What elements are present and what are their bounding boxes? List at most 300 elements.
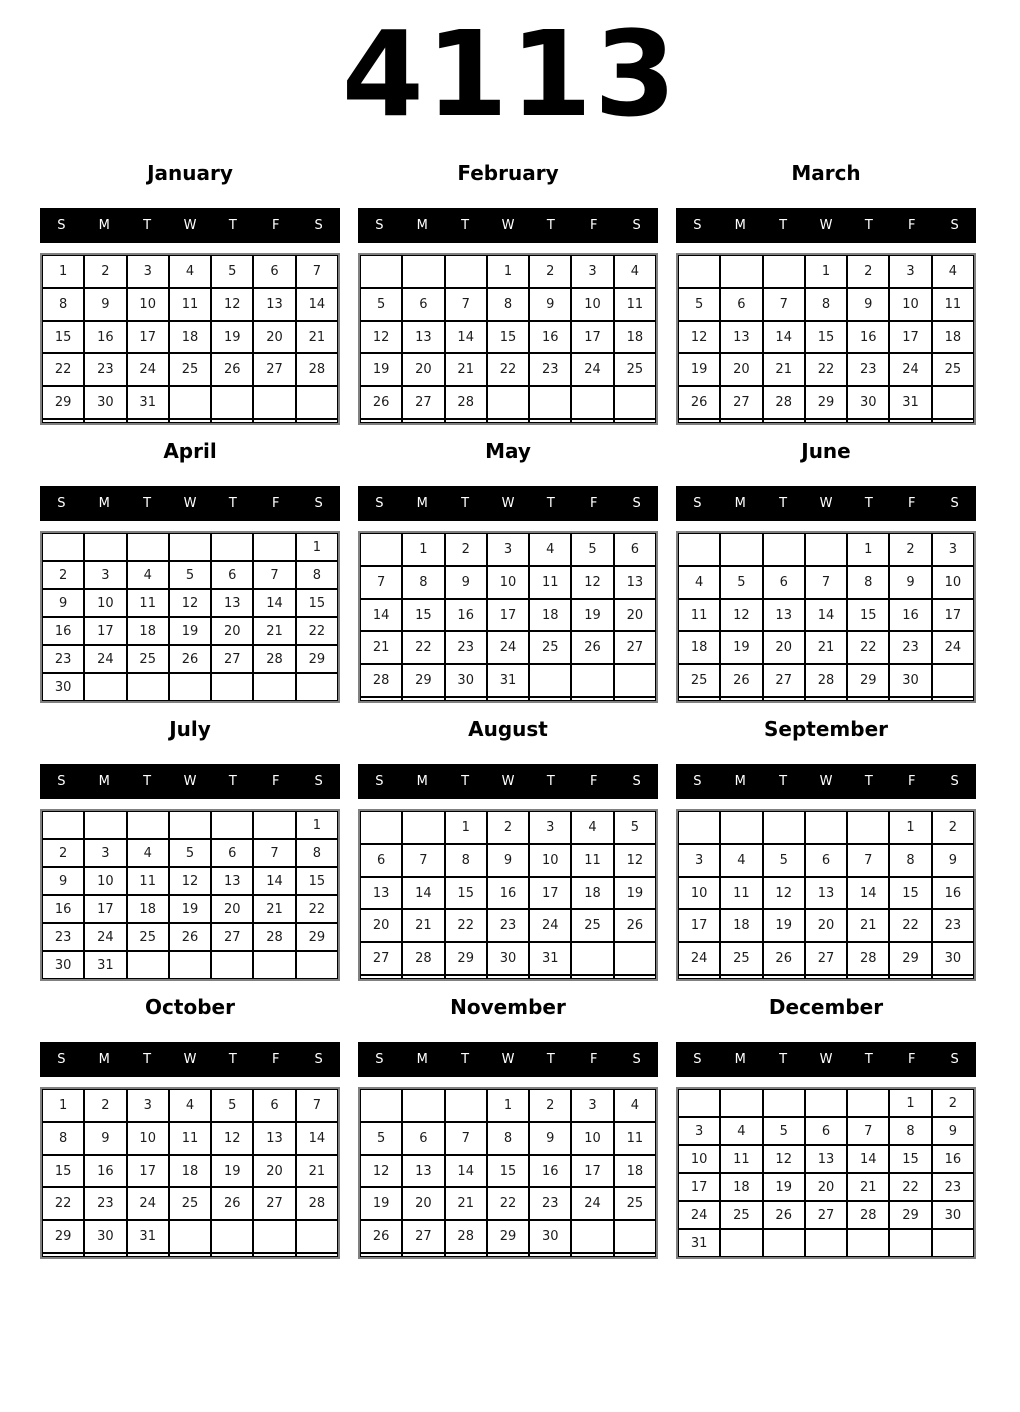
empty-day-cell	[445, 1253, 487, 1257]
week-row	[42, 673, 338, 701]
day-cell: 3	[84, 839, 126, 867]
day-cell: 18	[614, 321, 656, 354]
day-of-week-header: S	[693, 1052, 702, 1067]
day-cell: 8	[847, 566, 889, 599]
day-cell: 26	[571, 631, 613, 664]
day-cell: 31	[529, 942, 571, 975]
day-cell: 21	[253, 617, 295, 645]
day-cell: 25	[529, 631, 571, 664]
empty-day-cell	[253, 386, 295, 419]
day-cell: 14	[763, 321, 805, 354]
empty-day-cell	[169, 1253, 211, 1257]
day-cell: 3	[678, 844, 720, 877]
day-cell: 5	[720, 566, 762, 599]
week-row	[678, 1201, 974, 1229]
day-cell: 13	[614, 566, 656, 599]
day-cell: 2	[84, 255, 126, 288]
day-cell: 13	[211, 589, 253, 617]
empty-day-cell	[763, 1229, 805, 1257]
day-cell: 29	[402, 664, 444, 697]
day-cell: 3	[889, 255, 931, 288]
day-cell: 2	[42, 839, 84, 867]
empty-day-cell	[720, 975, 762, 979]
day-cell: 24	[84, 923, 126, 951]
empty-day-cell	[720, 533, 762, 566]
month-name: April	[163, 439, 217, 463]
day-cell: 22	[42, 353, 84, 386]
day-of-week-header: F	[589, 1052, 598, 1067]
day-cell: 19	[571, 599, 613, 632]
empty-day-cell	[487, 1253, 529, 1257]
week-row	[42, 386, 338, 419]
day-cell: 16	[84, 321, 126, 354]
day-cell: 15	[889, 877, 931, 910]
week-row	[360, 419, 656, 423]
day-cell: 20	[360, 909, 402, 942]
day-cell: 9	[84, 1122, 126, 1155]
empty-day-cell	[211, 386, 253, 419]
empty-day-cell	[763, 255, 805, 288]
day-cell: 14	[360, 599, 402, 632]
day-cell: 8	[42, 288, 84, 321]
day-cell: 29	[805, 386, 847, 419]
empty-day-cell	[84, 419, 126, 423]
day-cell: 13	[402, 1155, 444, 1188]
day-cell: 7	[253, 839, 295, 867]
day-cell: 7	[805, 566, 847, 599]
week-row	[678, 975, 974, 979]
empty-day-cell	[487, 386, 529, 419]
day-cell: 24	[889, 353, 931, 386]
day-cell: 26	[720, 664, 762, 697]
day-cell: 19	[211, 1155, 253, 1188]
day-cell: 30	[487, 942, 529, 975]
day-cell: 30	[932, 942, 974, 975]
day-cell: 25	[720, 1201, 762, 1229]
day-cell: 10	[84, 867, 126, 895]
day-cell: 9	[42, 867, 84, 895]
day-cell: 4	[169, 1089, 211, 1122]
day-cell: 27	[402, 1220, 444, 1253]
day-cell: 16	[932, 1145, 974, 1173]
day-cell: 7	[763, 288, 805, 321]
day-cell: 15	[445, 877, 487, 910]
day-cell: 23	[445, 631, 487, 664]
week-row	[360, 697, 656, 701]
week-row	[360, 1089, 656, 1122]
day-cell: 26	[678, 386, 720, 419]
day-cell: 13	[253, 288, 295, 321]
day-cell: 18	[720, 909, 762, 942]
weekday-header-bar	[40, 486, 340, 521]
empty-day-cell	[169, 1220, 211, 1253]
day-cell: 5	[360, 288, 402, 321]
week-row	[42, 533, 338, 561]
day-cell: 12	[169, 867, 211, 895]
empty-day-cell	[296, 951, 338, 979]
day-of-week-header: T	[779, 496, 788, 511]
day-cell: 17	[127, 321, 169, 354]
day-cell: 5	[763, 1117, 805, 1145]
day-of-week-header: M	[98, 774, 110, 789]
week-row	[42, 1187, 338, 1220]
day-cell: 26	[360, 1220, 402, 1253]
month-grid	[358, 1087, 658, 1259]
day-cell: 3	[127, 1089, 169, 1122]
day-cell: 7	[253, 561, 295, 589]
day-cell: 22	[847, 631, 889, 664]
day-cell: 6	[253, 1089, 295, 1122]
day-cell: 6	[211, 839, 253, 867]
empty-day-cell	[678, 419, 720, 423]
day-cell: 7	[296, 255, 338, 288]
day-cell: 9	[932, 844, 974, 877]
day-cell: 30	[84, 386, 126, 419]
empty-day-cell	[529, 697, 571, 701]
day-cell: 26	[763, 942, 805, 975]
day-cell: 22	[42, 1187, 84, 1220]
week-row	[360, 631, 656, 664]
day-cell: 16	[529, 1155, 571, 1188]
day-cell: 12	[211, 288, 253, 321]
day-cell: 23	[529, 1187, 571, 1220]
empty-day-cell	[360, 533, 402, 566]
day-cell: 21	[763, 353, 805, 386]
empty-day-cell	[360, 811, 402, 844]
day-cell: 7	[445, 288, 487, 321]
day-cell: 6	[614, 533, 656, 566]
week-row	[678, 386, 974, 419]
day-cell: 15	[889, 1145, 931, 1173]
day-of-week-header: W	[501, 218, 515, 233]
day-of-week-header: M	[98, 218, 110, 233]
day-cell: 27	[720, 386, 762, 419]
day-cell: 6	[402, 1122, 444, 1155]
day-cell: 1	[402, 533, 444, 566]
empty-day-cell	[571, 386, 613, 419]
empty-day-cell	[360, 1089, 402, 1122]
month-november	[358, 992, 658, 1259]
empty-day-cell	[296, 1220, 338, 1253]
day-of-week-header: W	[501, 774, 515, 789]
empty-day-cell	[614, 1220, 656, 1253]
day-cell: 1	[445, 811, 487, 844]
empty-day-cell	[720, 1229, 762, 1257]
day-cell: 3	[529, 811, 571, 844]
empty-day-cell	[84, 1253, 126, 1257]
day-cell: 19	[169, 895, 211, 923]
empty-day-cell	[529, 664, 571, 697]
empty-day-cell	[805, 419, 847, 423]
weekday-header-bar	[358, 1042, 658, 1077]
day-cell: 30	[529, 1220, 571, 1253]
week-row	[360, 942, 656, 975]
day-of-week-header: S	[950, 218, 959, 233]
day-cell: 9	[487, 844, 529, 877]
day-cell: 6	[763, 566, 805, 599]
day-cell: 26	[169, 923, 211, 951]
day-cell: 19	[763, 909, 805, 942]
day-cell: 11	[720, 1145, 762, 1173]
day-cell: 20	[805, 1173, 847, 1201]
empty-day-cell	[42, 1253, 84, 1257]
day-cell: 14	[296, 1122, 338, 1155]
day-cell: 3	[678, 1117, 720, 1145]
day-cell: 1	[487, 255, 529, 288]
day-cell: 19	[360, 353, 402, 386]
week-row	[678, 877, 974, 910]
day-cell: 25	[678, 664, 720, 697]
day-cell: 22	[296, 617, 338, 645]
empty-day-cell	[253, 533, 295, 561]
empty-day-cell	[42, 533, 84, 561]
week-row	[42, 561, 338, 589]
day-cell: 3	[84, 561, 126, 589]
day-cell: 4	[614, 255, 656, 288]
month-august	[358, 714, 658, 981]
week-row	[678, 419, 974, 423]
day-of-week-header: S	[632, 496, 641, 511]
day-cell: 10	[571, 288, 613, 321]
day-of-week-header: S	[375, 496, 384, 511]
day-of-week-header: S	[950, 496, 959, 511]
week-row	[360, 566, 656, 599]
day-cell: 22	[889, 1173, 931, 1201]
empty-day-cell	[445, 255, 487, 288]
day-cell: 18	[571, 877, 613, 910]
day-of-week-header: T	[546, 774, 555, 789]
week-row	[42, 895, 338, 923]
day-cell: 10	[84, 589, 126, 617]
empty-day-cell	[889, 697, 931, 701]
month-may	[358, 436, 658, 703]
empty-day-cell	[402, 255, 444, 288]
day-cell: 4	[169, 255, 211, 288]
day-cell: 24	[932, 631, 974, 664]
day-cell: 10	[889, 288, 931, 321]
day-of-week-header: W	[819, 218, 833, 233]
empty-day-cell	[720, 811, 762, 844]
empty-day-cell	[932, 664, 974, 697]
day-cell: 10	[127, 288, 169, 321]
day-cell: 10	[678, 877, 720, 910]
day-cell: 21	[253, 895, 295, 923]
day-cell: 11	[127, 867, 169, 895]
day-of-week-header: S	[57, 218, 66, 233]
day-of-week-header: T	[461, 218, 470, 233]
empty-day-cell	[847, 697, 889, 701]
empty-day-cell	[402, 1089, 444, 1122]
empty-day-cell	[253, 951, 295, 979]
weekday-header-bar	[358, 486, 658, 521]
day-cell: 30	[42, 951, 84, 979]
day-cell: 28	[445, 386, 487, 419]
day-cell: 2	[889, 533, 931, 566]
day-cell: 1	[847, 533, 889, 566]
day-cell: 29	[487, 1220, 529, 1253]
week-row	[42, 867, 338, 895]
day-cell: 15	[42, 321, 84, 354]
day-cell: 23	[847, 353, 889, 386]
day-cell: 7	[402, 844, 444, 877]
day-cell: 8	[487, 1122, 529, 1155]
day-cell: 3	[127, 255, 169, 288]
day-cell: 8	[42, 1122, 84, 1155]
day-cell: 8	[402, 566, 444, 599]
empty-day-cell	[763, 533, 805, 566]
day-of-week-header: S	[375, 1052, 384, 1067]
month-grid	[358, 809, 658, 981]
day-cell: 9	[932, 1117, 974, 1145]
day-cell: 24	[84, 645, 126, 673]
empty-day-cell	[932, 386, 974, 419]
day-of-week-header: M	[734, 1052, 746, 1067]
month-october	[40, 992, 340, 1259]
week-row	[678, 599, 974, 632]
day-cell: 20	[211, 617, 253, 645]
day-of-week-header: S	[57, 496, 66, 511]
day-cell: 4	[127, 839, 169, 867]
month-april	[40, 436, 340, 703]
day-cell: 9	[42, 589, 84, 617]
day-cell: 1	[487, 1089, 529, 1122]
empty-day-cell	[571, 942, 613, 975]
empty-day-cell	[678, 975, 720, 979]
day-cell: 8	[296, 839, 338, 867]
day-of-week-header: S	[632, 218, 641, 233]
week-row	[42, 419, 338, 423]
day-of-week-header: W	[819, 774, 833, 789]
empty-day-cell	[720, 697, 762, 701]
day-cell: 11	[571, 844, 613, 877]
month-grid	[40, 809, 340, 981]
day-cell: 1	[889, 811, 931, 844]
day-of-week-header: F	[271, 774, 280, 789]
day-cell: 16	[84, 1155, 126, 1188]
day-cell: 15	[487, 321, 529, 354]
month-grid	[676, 253, 976, 425]
day-cell: 21	[296, 1155, 338, 1188]
day-cell: 8	[889, 844, 931, 877]
empty-day-cell	[847, 419, 889, 423]
day-of-week-header: T	[143, 774, 152, 789]
day-cell: 7	[296, 1089, 338, 1122]
day-cell: 11	[614, 288, 656, 321]
day-of-week-header: F	[589, 218, 598, 233]
day-of-week-header: M	[416, 218, 428, 233]
day-cell: 12	[763, 877, 805, 910]
week-row	[678, 664, 974, 697]
day-cell: 22	[402, 631, 444, 664]
day-of-week-header: S	[950, 774, 959, 789]
day-cell: 23	[84, 353, 126, 386]
empty-day-cell	[805, 975, 847, 979]
week-row	[360, 386, 656, 419]
day-cell: 28	[805, 664, 847, 697]
day-cell: 11	[720, 877, 762, 910]
empty-day-cell	[932, 975, 974, 979]
empty-day-cell	[296, 419, 338, 423]
empty-day-cell	[805, 811, 847, 844]
week-row	[678, 942, 974, 975]
day-cell: 4	[127, 561, 169, 589]
day-cell: 17	[127, 1155, 169, 1188]
empty-day-cell	[169, 533, 211, 561]
day-cell: 2	[529, 255, 571, 288]
day-cell: 28	[763, 386, 805, 419]
empty-day-cell	[614, 975, 656, 979]
empty-day-cell	[847, 975, 889, 979]
empty-day-cell	[487, 975, 529, 979]
month-grid	[40, 253, 340, 425]
month-name: August	[468, 717, 548, 741]
day-of-week-header: S	[693, 774, 702, 789]
month-grid	[676, 1087, 976, 1259]
day-cell: 17	[678, 909, 720, 942]
day-cell: 29	[889, 942, 931, 975]
day-cell: 13	[805, 1145, 847, 1173]
day-cell: 13	[763, 599, 805, 632]
day-cell: 20	[805, 909, 847, 942]
month-name: November	[450, 995, 566, 1019]
day-cell: 13	[211, 867, 253, 895]
day-cell: 21	[445, 1187, 487, 1220]
day-cell: 20	[402, 1187, 444, 1220]
day-cell: 29	[42, 386, 84, 419]
week-row	[678, 1117, 974, 1145]
day-cell: 28	[402, 942, 444, 975]
day-cell: 30	[889, 664, 931, 697]
week-row	[42, 1253, 338, 1257]
day-cell: 20	[253, 1155, 295, 1188]
empty-day-cell	[211, 673, 253, 701]
day-cell: 18	[614, 1155, 656, 1188]
empty-day-cell	[360, 1253, 402, 1257]
empty-day-cell	[847, 1089, 889, 1117]
day-cell: 1	[889, 1089, 931, 1117]
empty-day-cell	[720, 1089, 762, 1117]
empty-day-cell	[84, 533, 126, 561]
day-of-week-header: F	[271, 218, 280, 233]
month-january	[40, 158, 340, 425]
day-cell: 9	[84, 288, 126, 321]
day-of-week-header: S	[375, 218, 384, 233]
day-cell: 31	[678, 1229, 720, 1257]
day-of-week-header: S	[693, 218, 702, 233]
day-cell: 5	[678, 288, 720, 321]
day-of-week-header: M	[416, 496, 428, 511]
empty-day-cell	[529, 386, 571, 419]
day-cell: 24	[678, 1201, 720, 1229]
day-cell: 27	[805, 1201, 847, 1229]
day-cell: 26	[211, 1187, 253, 1220]
day-cell: 1	[42, 1089, 84, 1122]
day-cell: 25	[614, 353, 656, 386]
empty-day-cell	[445, 697, 487, 701]
empty-day-cell	[487, 419, 529, 423]
day-of-week-header: T	[779, 218, 788, 233]
day-cell: 18	[127, 617, 169, 645]
day-cell: 31	[127, 1220, 169, 1253]
day-cell: 26	[763, 1201, 805, 1229]
day-cell: 16	[847, 321, 889, 354]
day-cell: 11	[614, 1122, 656, 1155]
day-cell: 11	[169, 1122, 211, 1155]
day-cell: 31	[487, 664, 529, 697]
day-cell: 16	[932, 877, 974, 910]
empty-day-cell	[529, 1253, 571, 1257]
day-cell: 27	[211, 645, 253, 673]
